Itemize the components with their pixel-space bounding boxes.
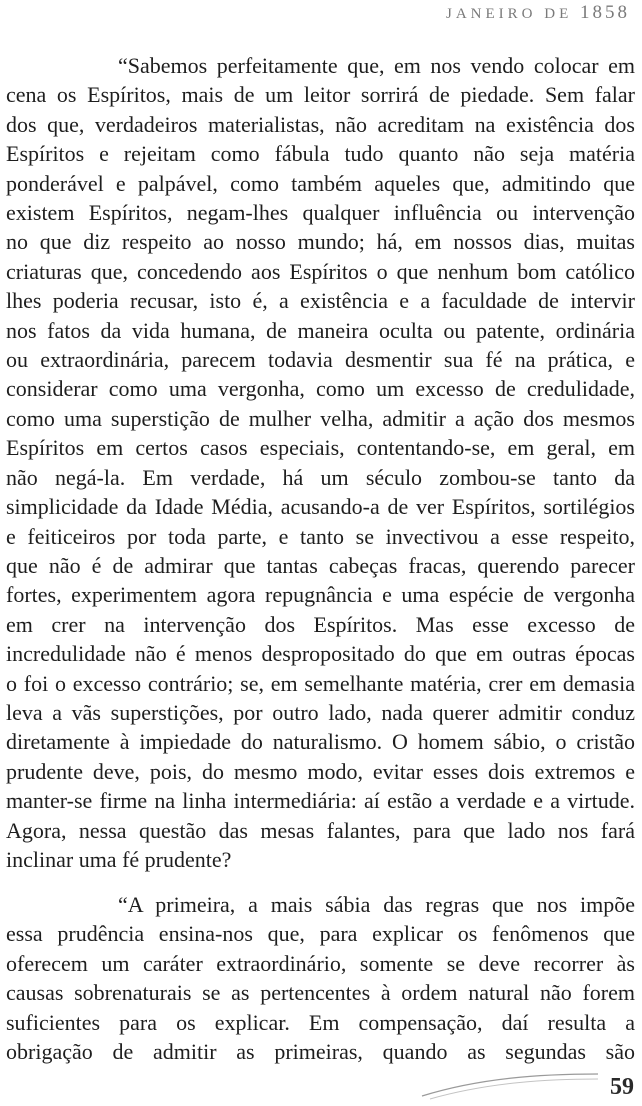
text-line: prudente deve, pois, do mesmo modo, evitar esses dois extremos e: [6, 758, 635, 784]
paragraph-2: [6, 890, 635, 1066]
text-line: causas sobrenaturais se as pertencentes à ordem natural não forem: [6, 980, 635, 1006]
text-line: obrigação de admitir as primeiras, quando as segundas são: [6, 1039, 635, 1065]
text-line: e feiticeiros por toda parte, e tanto se invectivou a esse respeito,: [6, 523, 635, 549]
text-line: inclinar uma fé prudente?: [6, 846, 232, 872]
text-line: oferecem um caráter extraordinário, somente se deve recorrer às: [6, 950, 635, 976]
text-line: incredulidade não é menos despropositado do que em outras épocas: [6, 641, 635, 667]
text-line: o foi o excesso contrário; se, em semelhante matéria, crer em demasia: [6, 670, 635, 696]
running-head: [446, 2, 630, 24]
text-line: no que diz respeito ao nosso mundo; há, em nossos dias, muitas: [6, 229, 635, 255]
text-line: fortes, experimentem agora repugnância e uma espécie de vergonha: [6, 582, 635, 608]
text-line: diretamente à impiedade do naturalismo. O homem sábio, o cristão: [6, 729, 635, 755]
text-line: leva a vãs superstições, por outro lado, nada querer admitir conduz: [6, 699, 635, 725]
text-line: manter-se firme na linha intermediária: aí estão a verdade e a virtude.: [6, 788, 635, 814]
text-line: nos fatos da vida humana, de maneira oculta ou patente, ordinária: [6, 317, 635, 343]
text-line: como uma superstição de mulher velha, admitir a ação dos mesmos: [6, 405, 635, 431]
running-head-month: JANEIRO DE: [446, 6, 573, 22]
text-line: suficientes para os explicar. Em compensação, daí resulta a: [6, 1009, 635, 1035]
text-line: dos que, verdadeiros materialistas, não acreditam na existência dos: [6, 111, 635, 137]
text-line: lhes poderia recusar, isto é, a existência e a faculdade de intervir: [6, 288, 635, 314]
text-line: Espíritos em certos casos especiais, contentando-se, em geral, em: [6, 435, 635, 461]
footer-ornament-curve: [420, 1070, 600, 1100]
text-line: cena os Espíritos, mais de um leitor sorrirá de piedade. Sem falar: [6, 82, 635, 108]
text-line: em crer na intervenção dos Espíritos. Mas esse excesso de: [6, 611, 635, 637]
text-line: essa prudência ensina-nos que, para explicar os fenômenos que: [6, 921, 635, 947]
text-line: ou extraordinária, parecem todavia desmentir sua fé na prática, e: [6, 347, 635, 373]
text-line: “A primeira, a mais sábia das regras que nos impõe: [118, 892, 635, 917]
text-line: existem Espíritos, negam-lhes qualquer influência ou intervenção: [6, 200, 635, 226]
text-line: Agora, nessa questão das mesas falantes, para que lado nos fará: [6, 817, 635, 843]
text-line: simplicidade da Idade Média, acusando-a de ver Espíritos, sortilégios: [6, 494, 635, 520]
paragraph-1: [6, 51, 635, 874]
text-line: “Sabemos perfeitamente que, em nos vendo colocar em: [118, 53, 635, 78]
text-line: considerar como uma vergonha, como um excesso de credulidade,: [6, 376, 635, 402]
text-line: não negá-la. Em verdade, há um século zombou-se tanto da: [6, 464, 635, 490]
page-number: 59: [610, 1074, 634, 1100]
text-line: Espíritos e rejeitam como fábula tudo quanto não seja matéria: [6, 141, 635, 167]
running-head-year: 1858: [580, 2, 630, 23]
text-line: ponderável e palpável, como também aqueles que, admitindo que: [6, 170, 635, 196]
text-line: criaturas que, concedendo aos Espíritos o que nenhum bom católico: [6, 258, 635, 284]
text-line: que não é de admirar que tantas cabeças fracas, querendo parecer: [6, 552, 635, 578]
